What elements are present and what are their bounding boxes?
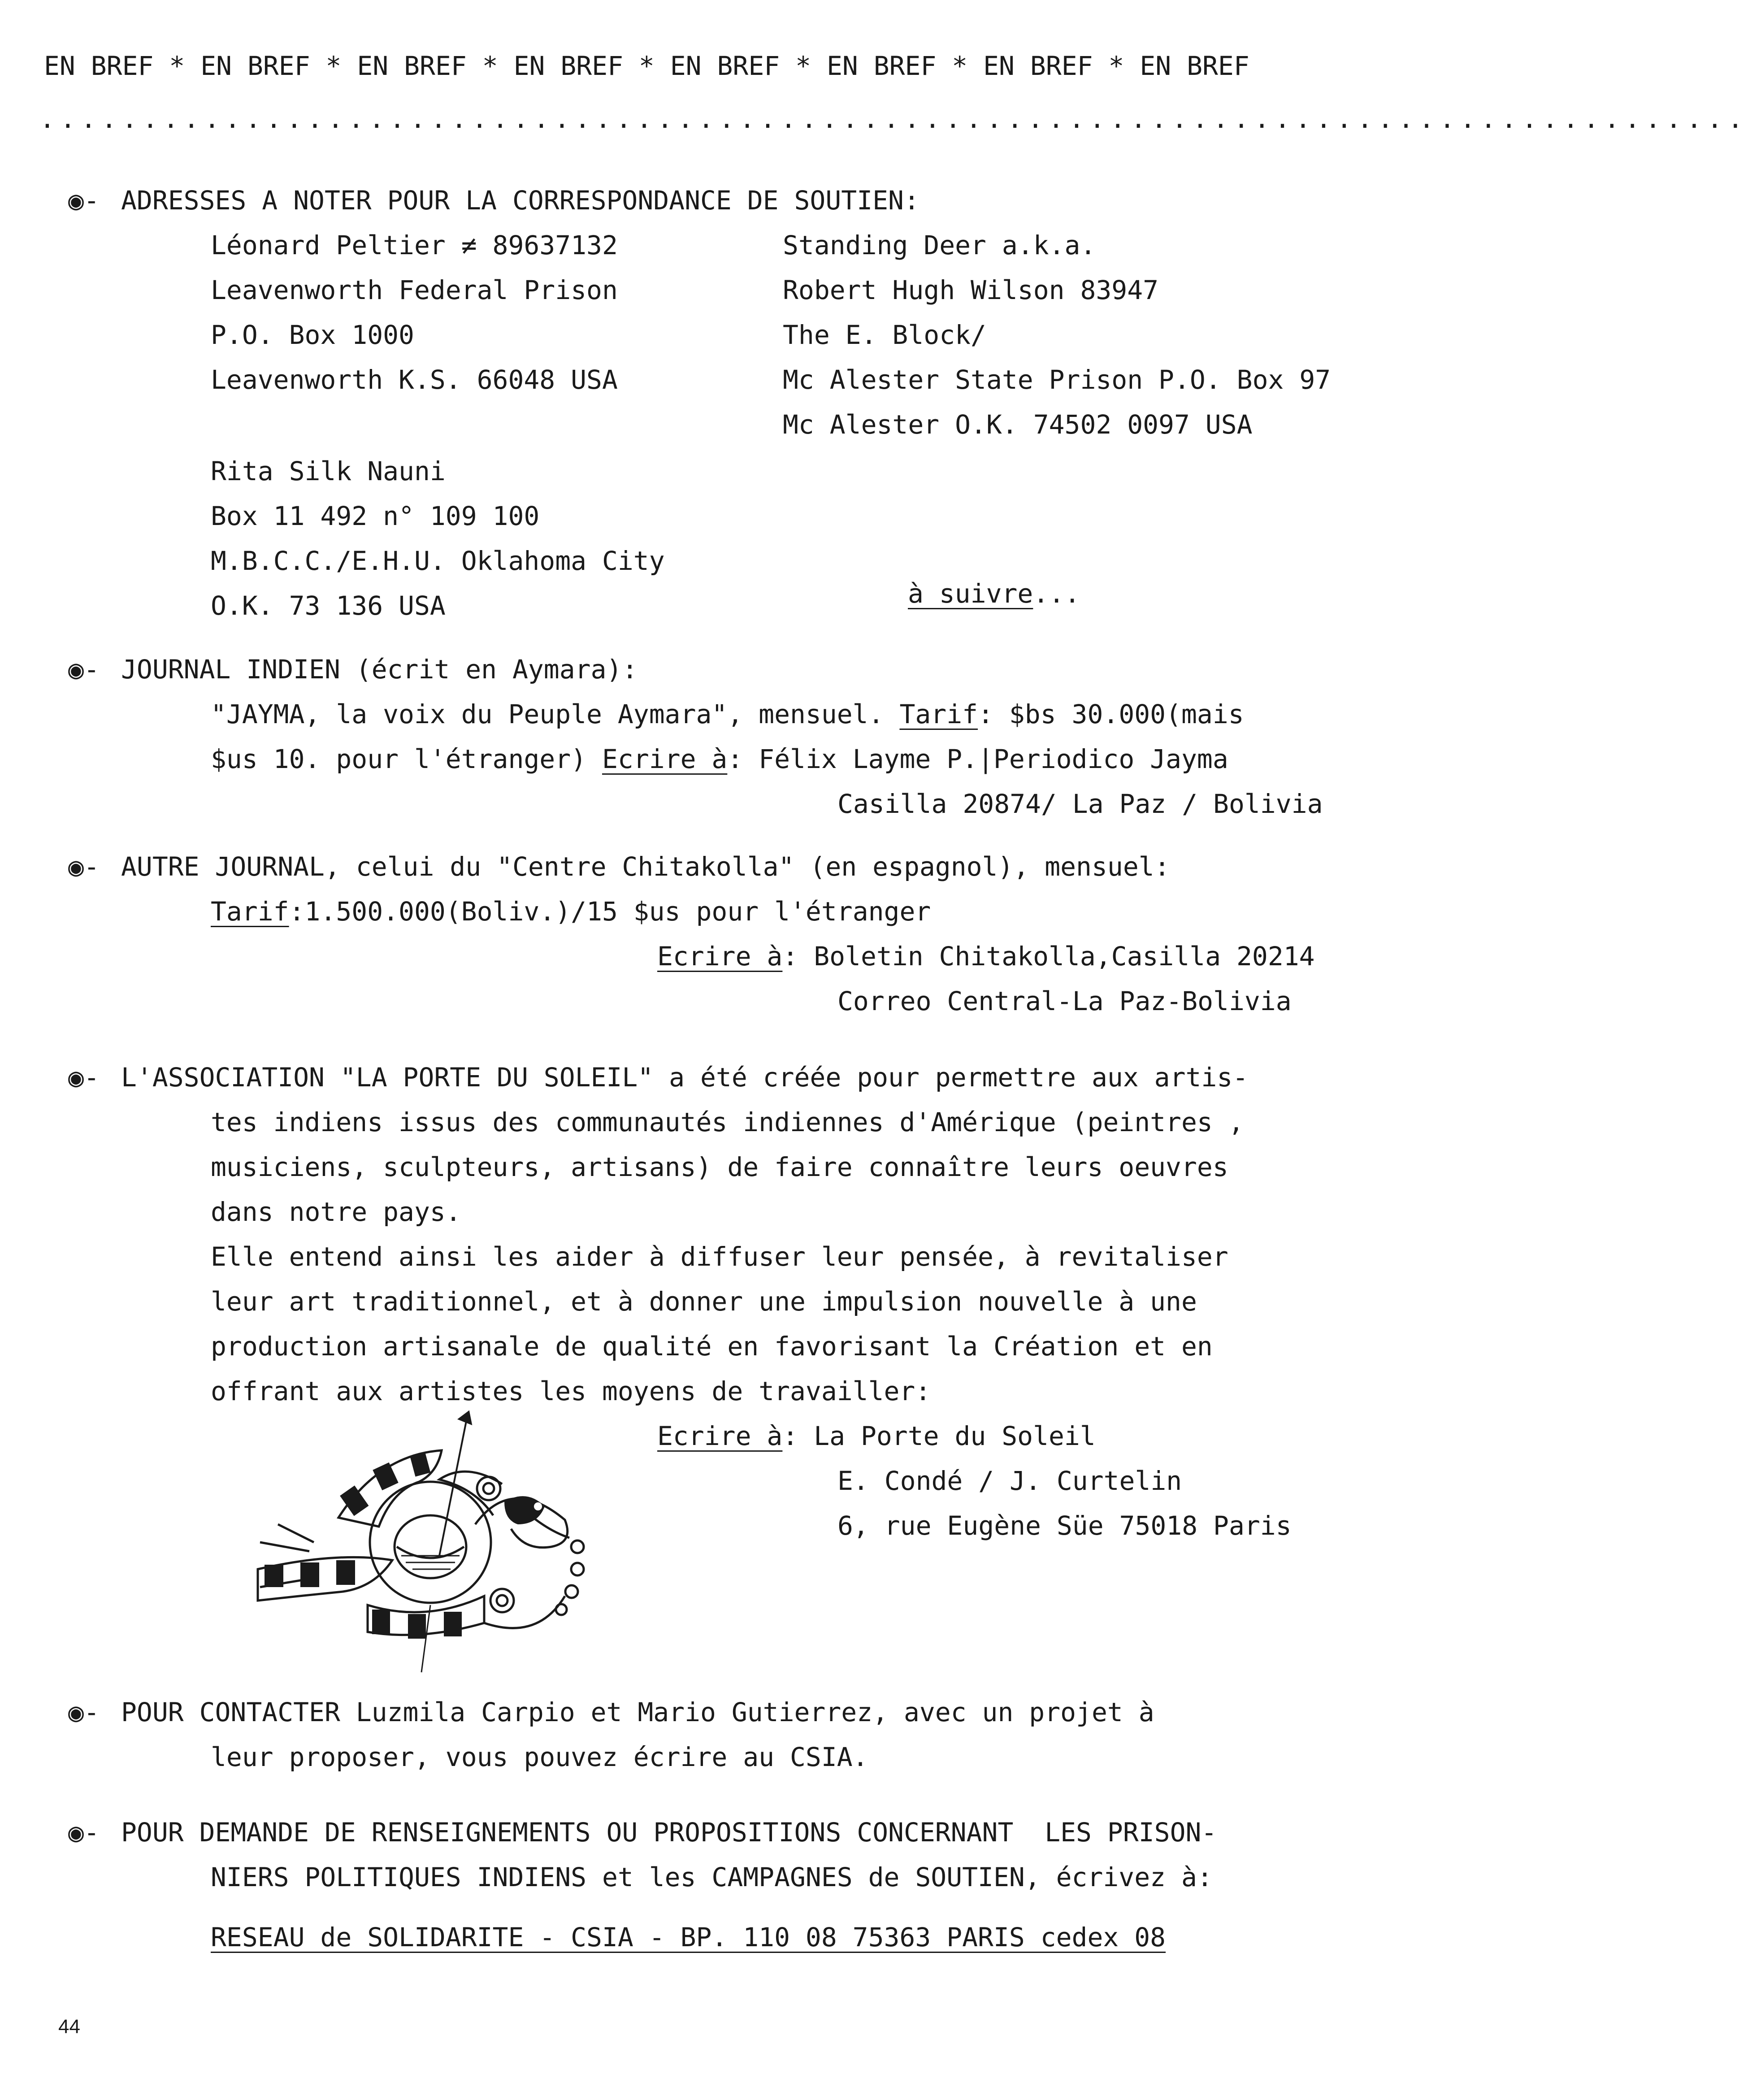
journal-indien-line xyxy=(211,746,1228,772)
ecrire-address: : Boletin Chitakolla,Casilla 20214 xyxy=(782,941,1315,972)
address-line: Mc Alester O.K. 74502 0097 USA xyxy=(783,409,1253,440)
address-line: Standing Deer a.k.a. xyxy=(783,230,1096,260)
journal-indien-text: "JAYMA, la voix du Peuple Aymara", mensuel. xyxy=(211,699,884,729)
csia-address: RESEAU de SOLIDARITE - CSIA - BP. 110 08 75363 PARIS cedex 08 xyxy=(211,1922,1166,1952)
tarif-value: : $bs 30.000(mais xyxy=(978,699,1244,729)
journal-indien-address: Casilla 20874/ La Paz / Bolivia xyxy=(837,789,1323,819)
continue-note xyxy=(908,578,1080,609)
address-line: Box 11 492 n° 109 100 xyxy=(211,501,540,531)
bird-illustration-icon xyxy=(242,1412,610,1681)
association-line: offrant aux artistes les moyens de travailler: xyxy=(211,1376,931,1406)
tarif-label: Tarif xyxy=(899,699,978,729)
address-line: The E. Block/ xyxy=(783,320,986,350)
continue-text: à suivre xyxy=(908,578,1033,609)
address-line: P.O. Box 1000 xyxy=(211,320,414,350)
dotted-rule: ................................................................................... xyxy=(39,104,1748,134)
contacter-line: leur proposer, vous pouvez écrire au CSIA. xyxy=(211,1742,868,1772)
association-line: production artisanale de qualité en favorisant la Création et en xyxy=(211,1331,1213,1362)
page-number: 44 xyxy=(58,2016,80,2038)
ecrire-address: : Félix Layme P.|Periodico Jayma xyxy=(727,744,1228,774)
bullet-icon: ◉- xyxy=(68,1817,100,1848)
address-line: Leavenworth Federal Prison xyxy=(211,275,618,305)
ecrire-label: Ecrire à xyxy=(657,941,783,972)
contacter-line: POUR CONTACTER Luzmila Carpio et Mario Gutierrez, avec un projet à xyxy=(121,1697,1154,1727)
ecrire-label: Ecrire à xyxy=(657,1421,783,1451)
autre-journal-line xyxy=(211,896,931,927)
continue-dots: ... xyxy=(1033,578,1080,609)
bullet-icon: ◉- xyxy=(68,1062,100,1093)
address-line: Robert Hugh Wilson 83947 xyxy=(783,275,1159,305)
header-banner: EN BREF * EN BREF * EN BREF * EN BREF * EN BREF * EN BREF * EN BREF * EN BREF xyxy=(44,51,1249,81)
association-line: dans notre pays. xyxy=(211,1197,461,1227)
autre-journal-address: Correo Central-La Paz-Bolivia xyxy=(837,986,1292,1016)
addresses-title: ADRESSES A NOTER POUR LA CORRESPONDANCE DE SOUTIEN: xyxy=(121,185,920,216)
autre-journal-title: AUTRE JOURNAL, celui du "Centre Chitakolla" (en espagnol), mensuel: xyxy=(121,851,1170,882)
association-address-line: 6, rue Eugène Süe 75018 Paris xyxy=(837,1510,1292,1541)
address-line: M.B.C.C./E.H.U. Oklahoma City xyxy=(211,546,665,576)
ecrire-label: Ecrire à xyxy=(602,744,728,774)
demande-line: NIERS POLITIQUES INDIENS et les CAMPAGNES de SOUTIEN, écrivez à: xyxy=(211,1862,1213,1892)
bullet-icon: ◉- xyxy=(68,654,100,685)
address-line: Mc Alester State Prison P.O. Box 97 xyxy=(783,364,1331,395)
address-line: Rita Silk Nauni xyxy=(211,456,446,486)
tarif-label: Tarif xyxy=(211,896,289,927)
journal-indien-line xyxy=(211,701,1244,727)
address-line: Leavenworth K.S. 66048 USA xyxy=(211,364,618,395)
association-line: musiciens, sculpteurs, artisans) de faire connaître leurs oeuvres xyxy=(211,1152,1228,1182)
journal-indien-title: JOURNAL INDIEN (écrit en Aymara): xyxy=(121,654,638,685)
address-line: O.K. 73 136 USA xyxy=(211,590,446,621)
address-line: Léonard Peltier ≠ 89637132 xyxy=(211,230,618,260)
autre-journal-line xyxy=(657,941,1315,972)
association-line: leur art traditionnel, et à donner une impulsion nouvelle à une xyxy=(211,1286,1197,1317)
ecrire-address: : La Porte du Soleil xyxy=(782,1421,1096,1451)
bullet-icon: ◉- xyxy=(68,851,100,882)
demande-line: POUR DEMANDE DE RENSEIGNEMENTS OU PROPOSITIONS CONCERNANT LES PRISON- xyxy=(121,1817,1217,1848)
association-title: L'ASSOCIATION "LA PORTE DU SOLEIL" a été créée pour permettre aux artis- xyxy=(121,1062,1249,1093)
association-address-line xyxy=(657,1423,1096,1449)
association-line: tes indiens issus des communautés indiennes d'Amérique (peintres , xyxy=(211,1107,1244,1137)
association-line: Elle entend ainsi les aider à diffuser leur pensée, à revitaliser xyxy=(211,1241,1228,1272)
bullet-icon: ◉- xyxy=(68,185,100,216)
bullet-icon: ◉- xyxy=(68,1697,100,1727)
journal-indien-text: $us 10. pour l'étranger) xyxy=(211,744,587,774)
association-address-line: E. Condé / J. Curtelin xyxy=(837,1466,1182,1496)
tarif-value: :1.500.000(Boliv.)/15 $us pour l'étranger xyxy=(289,896,931,927)
